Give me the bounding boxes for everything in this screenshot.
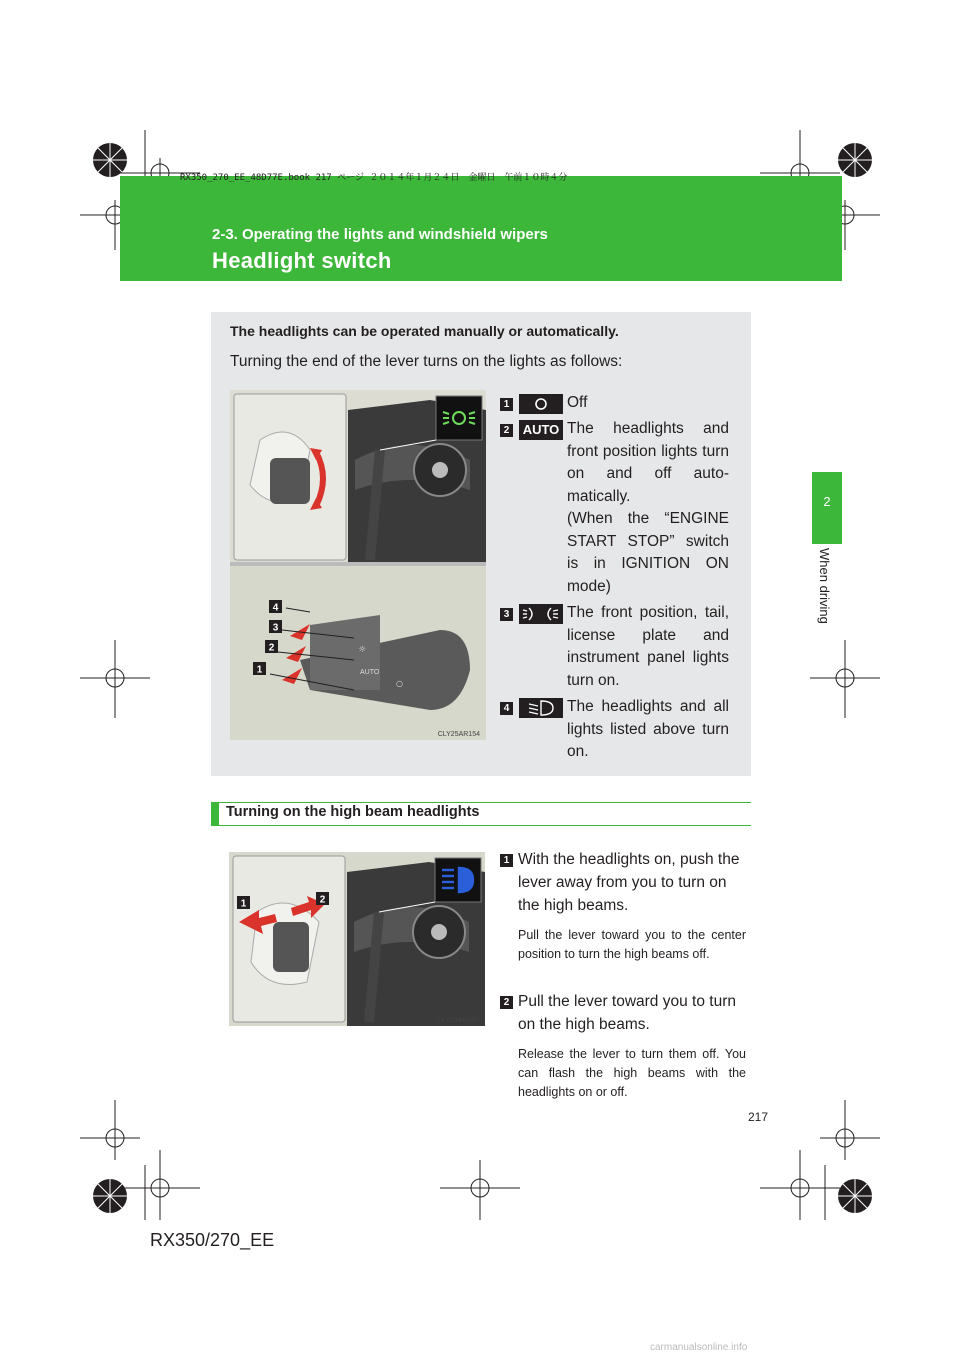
step-marker-2: 2 (500, 996, 513, 1009)
svg-text:1: 1 (240, 898, 247, 910)
position-text-3: The front position, tail, license plate and instrument panel lights turn on. (567, 604, 729, 689)
high-beam-lever-figure (229, 852, 485, 1026)
position-text-2: The headlights and front position lights turn on and off auto-matically. (When the “ENGINE START STOP” switch is in IGNITION ON mode) (567, 420, 729, 595)
figure1-callout-3 (269, 620, 282, 634)
subheading-accent (211, 802, 219, 825)
position-text-4: The headlights and all lights listed above turn on. (567, 698, 729, 760)
section-title: 2-3. Operating the lights and windshield wipers (212, 226, 548, 243)
headlight-lever-figure (230, 390, 486, 740)
position-marker-4: 4 (500, 702, 513, 715)
figure2-code: CLY23AR156 (436, 1017, 479, 1024)
step-text-2: Pull the lever toward you to turn on the high beams. (518, 993, 736, 1033)
svg-text:1: 1 (256, 664, 263, 676)
chapter-number: 2 (823, 494, 831, 509)
figure1-callout-1 (253, 662, 266, 676)
lever-mark-off: ○ (396, 679, 403, 688)
lever-mark-light: ☼ (358, 645, 367, 655)
figure1-callout-2 (265, 640, 278, 654)
position-lights-icon (519, 604, 563, 624)
svg-text:2: 2 (319, 894, 326, 906)
svg-text:4: 4 (272, 602, 279, 614)
step-marker-1: 1 (500, 854, 513, 867)
figure2-callout-1 (237, 896, 250, 910)
position-text-1: Off (567, 394, 588, 411)
step-note-1: Pull the lever toward you to the center position to turn the high beams off. (518, 928, 746, 961)
figure1-callout-4 (269, 600, 282, 614)
intro-bold-text: The headlights can be operated manually or automatically. (230, 323, 619, 339)
auto-icon: AUTO (519, 420, 563, 440)
model-code: RX350/270_EE (150, 1230, 275, 1250)
svg-text:2: 2 (268, 642, 275, 654)
position-marker-2: 2 (500, 424, 513, 437)
lever-mark-auto: AUTO (360, 669, 380, 676)
headlight-off-icon (519, 394, 563, 414)
high-beam-heading: Turning on the high beam headlights (226, 804, 480, 820)
site-watermark: carmanualsonline.info (650, 1342, 748, 1353)
step-note-2: Release the lever to turn them off. You can flash the high beams with the headlights on or off. (518, 1047, 746, 1099)
intro-text: Turning the end of the lever turns on the lights as follows: (230, 353, 623, 370)
page-title: Headlight switch (212, 248, 392, 273)
book-meta: RX350_270_EE_48D77E.book 217 ページ ２０１４年１月２４日 金曜日 午前１０時４分 (180, 173, 568, 183)
chapter-label: When driving (817, 548, 832, 624)
page-number: 217 (748, 1110, 769, 1124)
figure2-callout-2 (316, 892, 329, 906)
svg-text:3: 3 (272, 622, 279, 634)
position-marker-1: 1 (500, 398, 513, 411)
low-beam-icon (519, 698, 563, 718)
step-text-1: With the headlights on, push the lever away from you to turn on the high beams. (518, 851, 740, 914)
position-marker-3: 3 (500, 608, 513, 621)
figure1-code: CLY25AR154 (437, 731, 480, 738)
